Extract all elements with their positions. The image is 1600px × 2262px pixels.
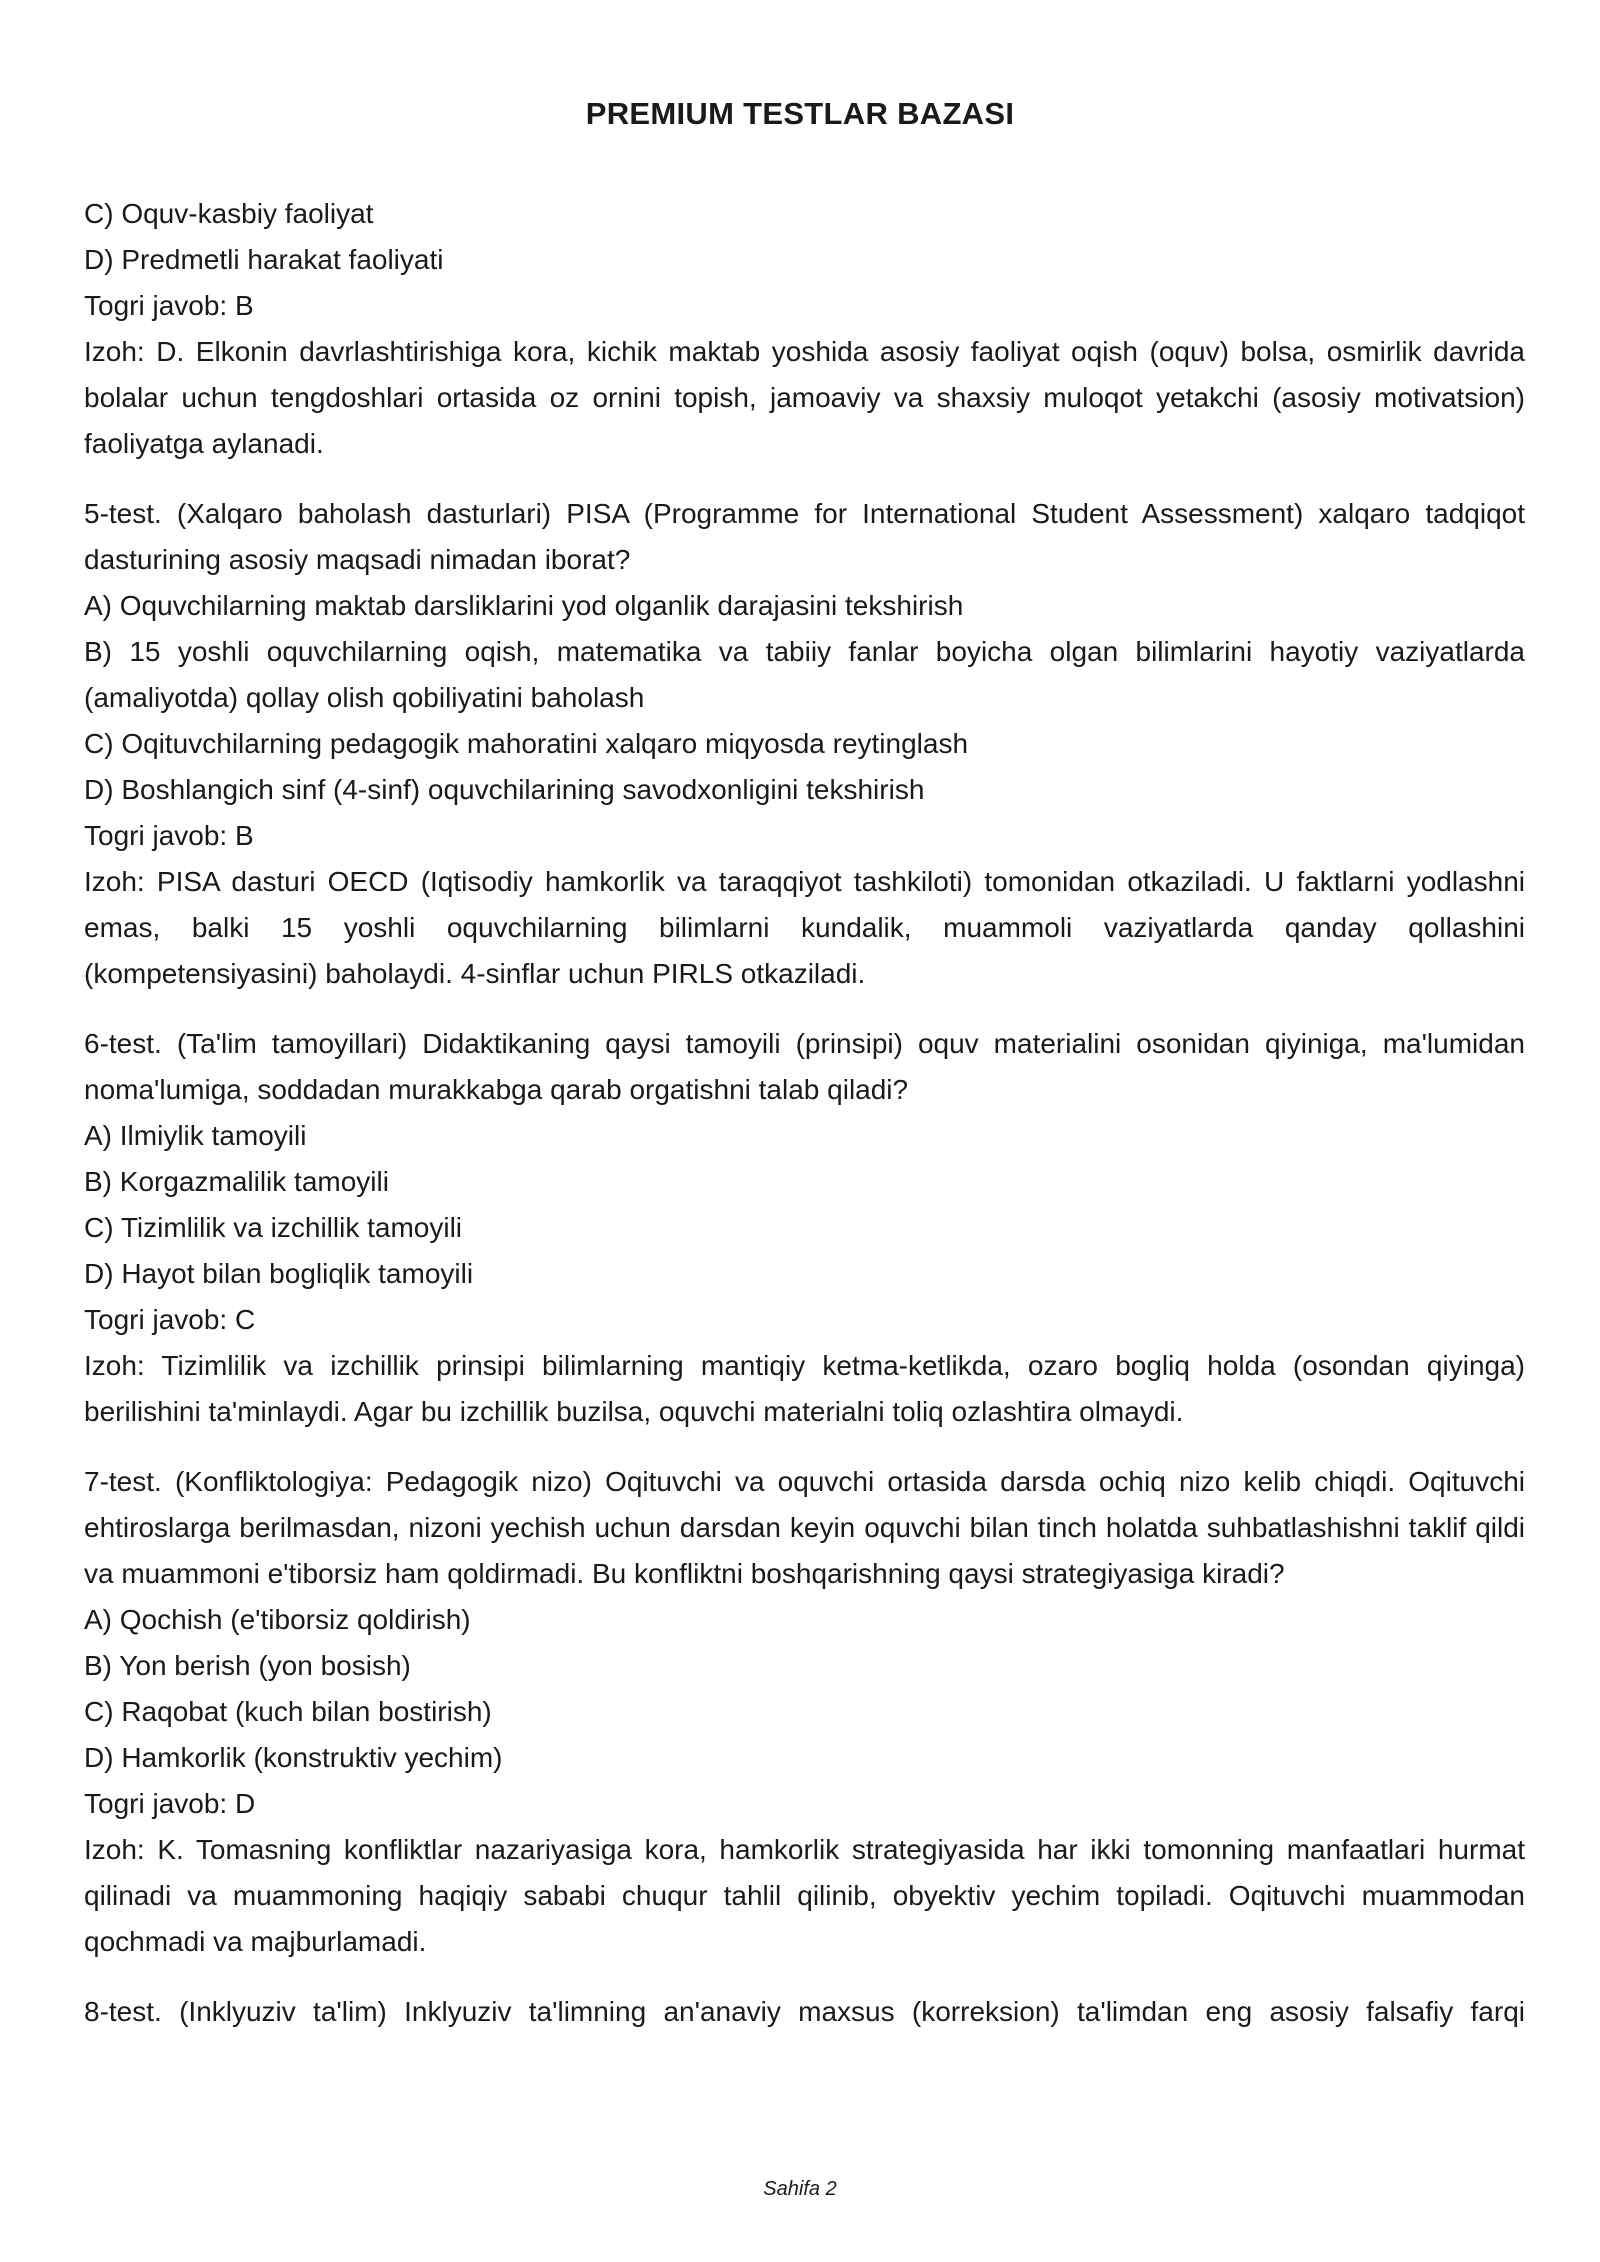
answer-option-a: A) Ilmiylik tamoyili — [84, 1120, 307, 1151]
answer-option-a: A) Oquvchilarning maktab darsliklarini yod olganlik darajasini tekshirish — [84, 590, 964, 621]
correct-answer: Togri javob: D — [84, 1788, 256, 1819]
test-5 — [84, 491, 1525, 997]
correct-answer: Togri javob: B — [84, 820, 254, 851]
answer-option-c: C) Oquv-kasbiy faoliyat — [84, 198, 374, 229]
test-8 — [84, 1989, 1525, 2035]
test-7 — [84, 1459, 1525, 1965]
explanation: Izoh: PISA dasturi OECD (Iqtisodiy hamkorlik va taraqqiyot tashkiloti) tomonidan otkaziladi. U faktlarni yodlashni emas, balki 15 yoshli oquvchilarning bilimlarni kundalik, muammoli vaziyatlarda qanday qollashini (kompetensiyasini) baholaydi. 4-sinflar uchun PIRLS otkaziladi. — [84, 866, 1525, 989]
answer-option-d: D) Hayot bilan bogliqlik tamoyili — [84, 1258, 474, 1289]
answer-option-b: B) 15 yoshli oquvchilarning oqish, matematika va tabiiy fanlar boyicha olgan bilimlarini hayotiy vaziyatlarda (amaliyotda) qollay olish qobiliyatini baholash — [84, 636, 1525, 713]
explanation: Izoh: K. Tomasning konfliktlar nazariyasiga kora, hamkorlik strategiyasida har ikki tomonning manfaatlari hurmat qilinadi va muammoning haqiqiy sababi chuqur tahlil qilinib, obyektiv yechim topiladi. Oqituvchi muammodan qochmadi va majburlamadi. — [84, 1834, 1525, 1957]
answer-option-b: B) Yon berish (yon bosish) — [84, 1650, 411, 1681]
answer-option-d: D) Boshlangich sinf (4-sinf) oquvchilarining savodxonligini tekshirish — [84, 774, 925, 805]
answer-option-d: D) Predmetli harakat faoliyati — [84, 244, 444, 275]
explanation: Izoh: Tizimlilik va izchillik prinsipi bilimlarning mantiqiy ketma-ketlikda, ozaro bogliq holda (osondan qiyinga) berilishini ta'minlaydi. Agar bu izchillik buzilsa, oquvchi materialni toliq ozlashtira olmaydi. — [84, 1350, 1525, 1427]
answer-option-c: C) Oqituvchilarning pedagogik mahoratini xalqaro miqyosda reytinglash — [84, 728, 969, 759]
answer-option-b: B) Korgazmalilik tamoyili — [84, 1166, 389, 1197]
question-text: 5-test. (Xalqaro baholash dasturlari) PISA (Programme for International Student Assessment) xalqaro tadqiqot dasturining asosiy maqsadi nimadan iborat? — [84, 498, 1525, 575]
answer-option-d: D) Hamkorlik (konstruktiv yechim) — [84, 1742, 503, 1773]
question-text: 8-test. (Inklyuziv ta'lim) Inklyuziv ta'limning an'anaviy maxsus (korreksion) ta'limdan eng asosiy falsafiy farqi — [84, 1996, 1525, 2027]
page-header-title: PREMIUM TESTLAR BAZASI — [585, 96, 1015, 131]
answer-option-a: A) Qochish (e'tiborsiz qoldirish) — [84, 1604, 471, 1635]
page-number-footer: Sahifa 2 — [763, 2178, 837, 2200]
answer-option-c: C) Tizimlilik va izchillik tamoyili — [84, 1212, 463, 1243]
question-text: 7-test. (Konfliktologiya: Pedagogik nizo) Oqituvchi va oquvchi ortasida darsda ochiq nizo kelib chiqdi. Oqituvchi ehtiroslarga berilmasdan, nizoni yechish uchun darsdan keyin oquvchi bilan tinch holatda suhbatlashishni taklif qildi va muammoni e'tiborsiz ham qoldirmadi. Bu konfliktni boshqarishning qaysi strategiyasiga kiradi? — [84, 1466, 1525, 1589]
test-6 — [84, 1021, 1525, 1435]
explanation: Izoh: D. Elkonin davrlashtirishiga kora, kichik maktab yoshida asosiy faoliyat oqish (oquv) bolsa, osmirlik davrida bolalar uchun tengdoshlari ortasida oz ornini topish, jamoaviy va shaxsiy muloqot yetakchi (asosiy motivatsion) faoliyatga aylanadi. — [84, 336, 1525, 459]
test-4-continuation — [84, 191, 1525, 467]
question-text: 6-test. (Ta'lim tamoyillari) Didaktikaning qaysi tamoyili (prinsipi) oquv materialini osonidan qiyiniga, ma'lumidan noma'lumiga, soddadan murakkabga qarab orgatishni talab qiladi? — [84, 1028, 1525, 1105]
correct-answer: Togri javob: C — [84, 1304, 256, 1335]
correct-answer: Togri javob: B — [84, 290, 254, 321]
answer-option-c: C) Raqobat (kuch bilan bostirish) — [84, 1696, 492, 1727]
page-content — [84, 191, 1525, 2035]
